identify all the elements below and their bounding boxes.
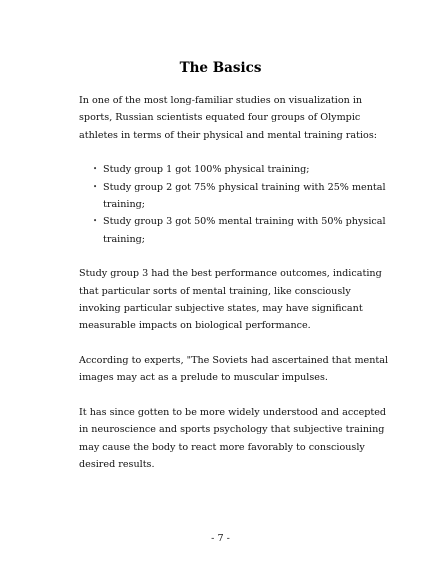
list-item-text: Study group 1 got 100% physical training; xyxy=(103,164,310,176)
bullet-icon: • xyxy=(93,182,98,191)
body-paragraph: According to experts, "The Soviets had ascertained that mental images may act as a prelude to muscular impulses. xyxy=(79,354,389,384)
list-item xyxy=(79,179,395,214)
list-item xyxy=(79,161,395,178)
list-item-text: Study group 2 got 75% physical training with 25% mental training; xyxy=(103,181,386,211)
list-item xyxy=(79,213,395,248)
list-item-text: Study group 3 got 50% mental training with 50% physical training; xyxy=(103,216,386,245)
body-paragraph: Study group 3 had the best performance outcomes, indicating that particular sorts of mental training, like consciously invoking particular subjective states, may have significant measurable impacts on biological performance. xyxy=(79,268,382,332)
body-paragraph: It has since gotten to be more widely understood and accepted in neuroscience and sports psychology that subjective training may cause the body to react more favorably to consciously desired results. xyxy=(79,406,387,470)
bullet-icon: • xyxy=(93,217,98,226)
page-number: - 7 - xyxy=(211,533,230,544)
study-group-list xyxy=(79,161,395,248)
document-body xyxy=(79,92,395,490)
page-title: The Basics xyxy=(179,60,262,76)
bullet-icon: • xyxy=(93,165,98,174)
intro-paragraph: In one of the most long-familiar studies on visualization in sports, Russian scientists equated four groups of Olympic athletes in terms of their physical and mental training ratios: xyxy=(79,95,377,141)
